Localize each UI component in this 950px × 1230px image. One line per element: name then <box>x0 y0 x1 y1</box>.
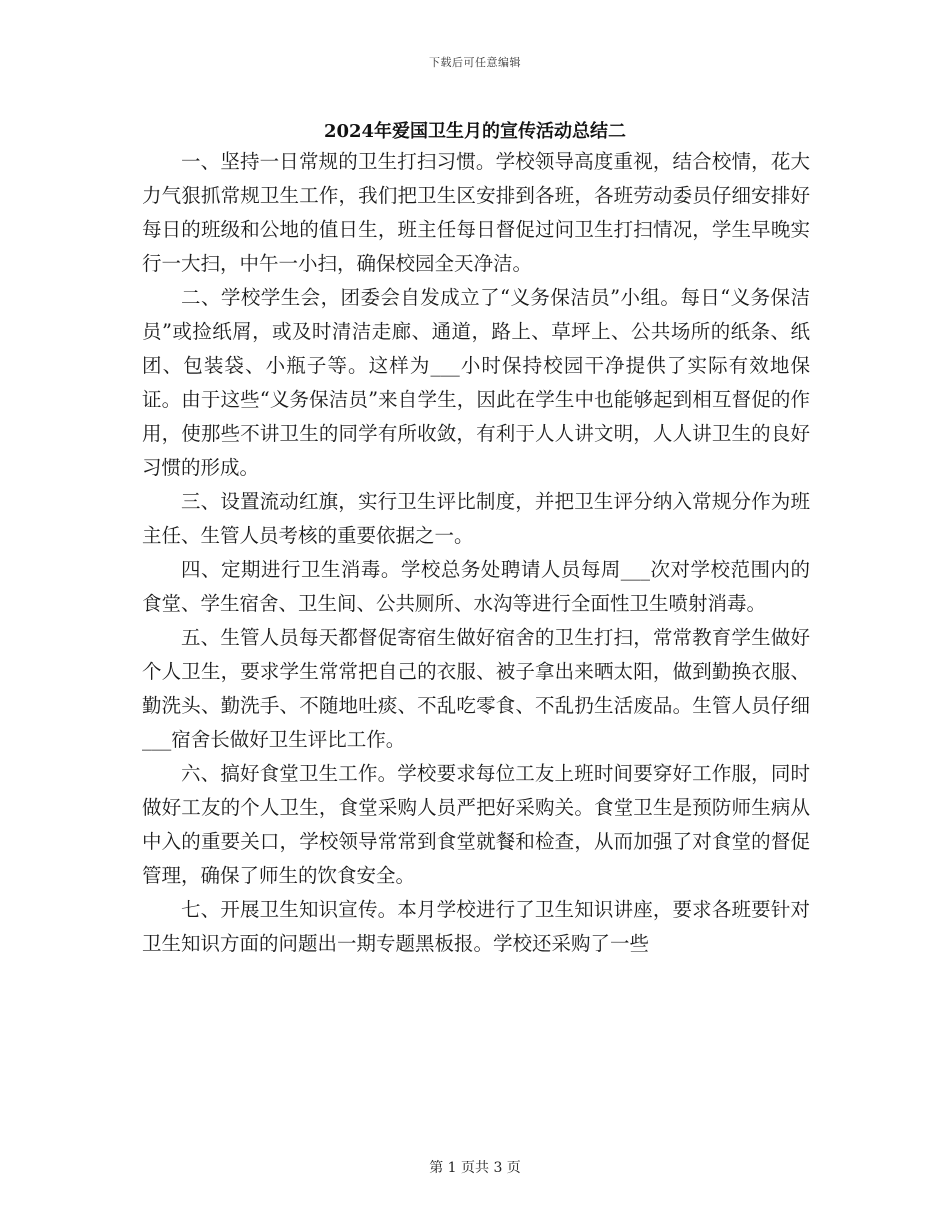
paragraph-7: 七、开展卫生知识宣传。本月学校进行了卫生知识讲座，要求各班要针对卫生知识方面的问题出一期专题黑板报。学校还采购了一些 <box>142 898 810 955</box>
paragraph-1: 一、坚持一日常规的卫生打扫习惯。学校领导高度重视，结合校情，花大力气狠抓常规卫生工作，我们把卫生区安排到各班，各班劳动委员仔细安排好每日的班级和公地的值日生，班主任每日督促过问卫生打扫情况，学生早晚实行一大扫，中午一小扫，确保校园全天净洁。 <box>142 150 810 275</box>
page-number: 第 1 页共 3 页 <box>429 1160 521 1176</box>
paragraph-2: 二、学校学生会，团委会自发成立了“义务保洁员”小组。每日“义务保洁员”或捡纸屑，或及时清洁走廊、通道，路上、草坪上、公共场所的纸条、纸团、包装袋、小瓶子等。这样为___小时保持校园干净提供了实际有效地保证。由于这些“义务保洁员”来自学生，因此在学生中也能够起到相互督促的作用，使那些不讲卫生的同学有所收敛，有利于人人讲文明，人人讲卫生的良好习惯的形成。 <box>142 286 810 479</box>
paragraph-5: 五、生管人员每天都督促寄宿生做好宿舍的卫生打扫，常常教育学生做好个人卫生，要求学生常常把自己的衣服、被子拿出来晒太阳，做到勤换衣服、勤洗头、勤洗手、不随地吐痰、不乱吃零食、不乱扔生活废品。生管人员仔细___宿舍长做好卫生评比工作。 <box>142 626 810 751</box>
paragraph-4: 四、定期进行卫生消毒。学校总务处聘请人员每周___次对学校范围内的食堂、学生宿舍、卫生间、公共厕所、水沟等进行全面性卫生喷射消毒。 <box>142 558 810 615</box>
page-header-note: 下载后可任意编辑 <box>429 56 521 69</box>
document-body <box>142 145 810 961</box>
paragraph-6: 六、搞好食堂卫生工作。学校要求每位工友上班时间要穿好工作服，同时做好工友的个人卫生，食堂采购人员严把好采购关。食堂卫生是预防师生病从中入的重要关口，学校领导常常到食堂就餐和检查，从而加强了对食堂的督促管理，确保了师生的饮食安全。 <box>142 762 810 887</box>
document-title: 2024年爱国卫生月的宣传活动总结二 <box>323 121 627 142</box>
paragraph-3: 三、设置流动红旗，实行卫生评比制度，并把卫生评分纳入常规分作为班主任、生管人员考核的重要依据之一。 <box>142 490 810 547</box>
